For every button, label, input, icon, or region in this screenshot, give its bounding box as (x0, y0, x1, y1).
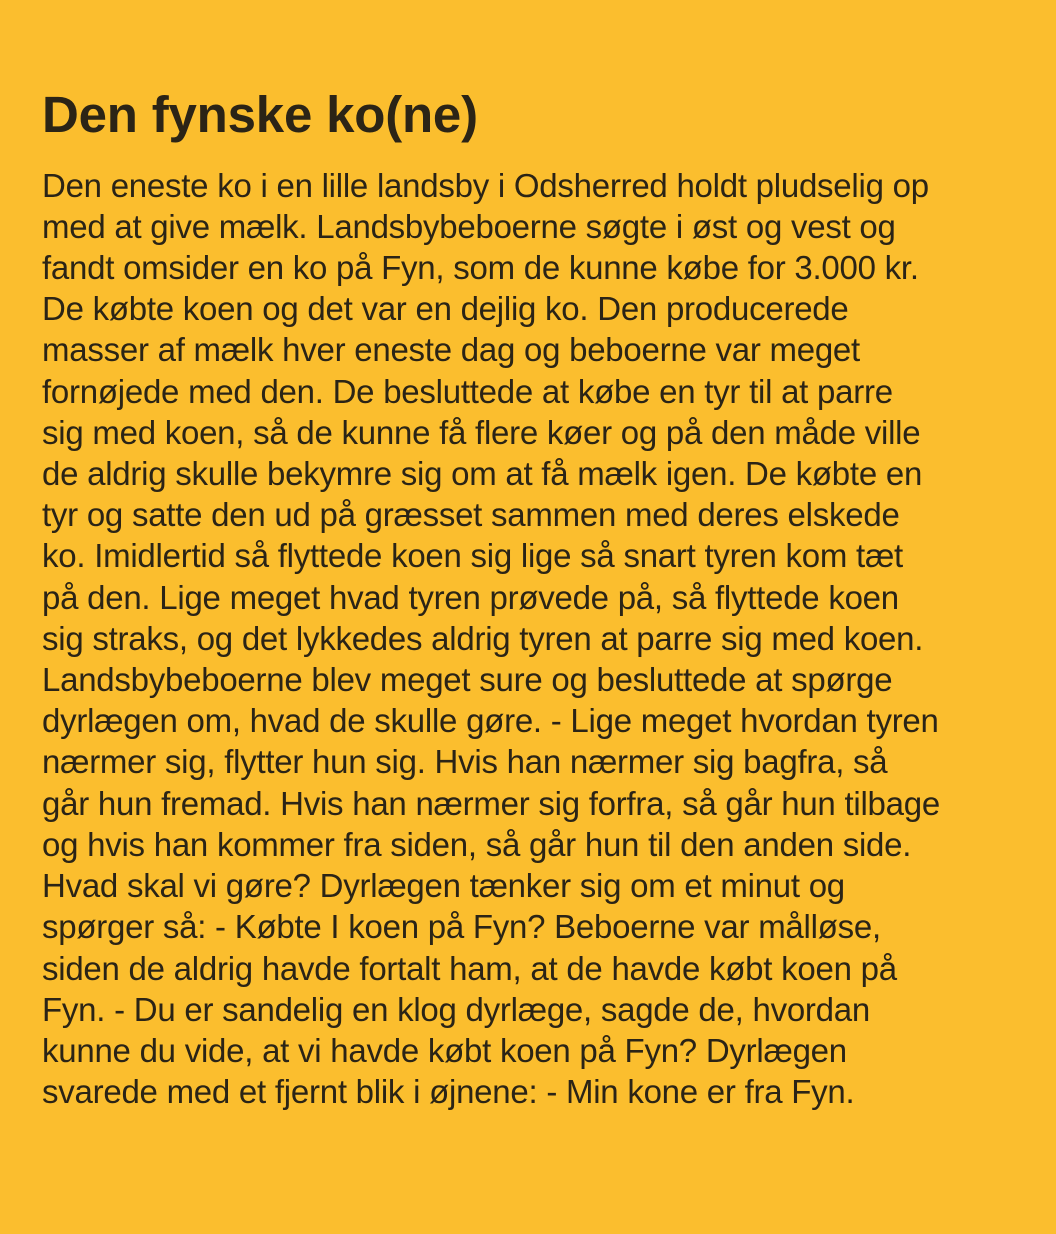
story-line: Fyn. - Du er sandelig en klog dyrlæge, sagde de, hvordan (42, 990, 870, 1028)
story-line: og hvis han kommer fra siden, så går hun til den anden side. (42, 825, 912, 863)
story-line: kunne du vide, at vi havde købt koen på Fyn? Dyrlægen (42, 1031, 847, 1069)
story-line: med at give mælk. Landsbybeboerne søgte i øst og vest og (42, 207, 896, 245)
story-text (42, 165, 1036, 1113)
story-line: på den. Lige meget hvad tyren prøvede på, så flyttede koen (42, 578, 899, 616)
story-line: Den eneste ko i en lille landsby i Odsherred holdt pludselig op (42, 166, 929, 204)
story-line: spørger så: - Købte I koen på Fyn? Beboerne var målløse, (42, 908, 881, 946)
story-line: Landsbybeboerne blev meget sure og besluttede at spørge (42, 661, 893, 699)
story-line: siden de aldrig havde fortalt ham, at de havde købt koen på (42, 949, 897, 987)
story-line: svarede med et fjernt blik i øjnene: - Min kone er fra Fyn. (42, 1073, 855, 1111)
story-line: tyr og satte den ud på græsset sammen med deres elskede (42, 496, 900, 534)
story-line: fornøjede med den. De besluttede at købe en tyr til at parre (42, 372, 893, 410)
page-title: Den fynske ko(ne) (42, 86, 478, 143)
story-line: sig med koen, så de kunne få flere køer og på den måde ville (42, 413, 921, 451)
story-line: dyrlægen om, hvad de skulle gøre. - Lige meget hvordan tyren (42, 702, 939, 740)
story-line: fandt omsider en ko på Fyn, som de kunne købe for 3.000 kr. (42, 249, 919, 287)
story-line: går hun fremad. Hvis han nærmer sig forfra, så går hun tilbage (42, 784, 940, 822)
story-line: Hvad skal vi gøre? Dyrlægen tænker sig om et minut og (42, 867, 845, 905)
story-line: de aldrig skulle bekymre sig om at få mælk igen. De købte en (42, 455, 923, 493)
story-line: nærmer sig, flytter hun sig. Hvis han nærmer sig bagfra, så (42, 743, 888, 781)
story-line: masser af mælk hver eneste dag og beboerne var meget (42, 331, 860, 369)
story-line: ko. Imidlertid så flyttede koen sig lige så snart tyren kom tæt (42, 537, 903, 575)
story-line: sig straks, og det lykkedes aldrig tyren at parre sig med koen. (42, 619, 924, 657)
story-line: De købte koen og det var en dejlig ko. Den producerede (42, 290, 849, 328)
